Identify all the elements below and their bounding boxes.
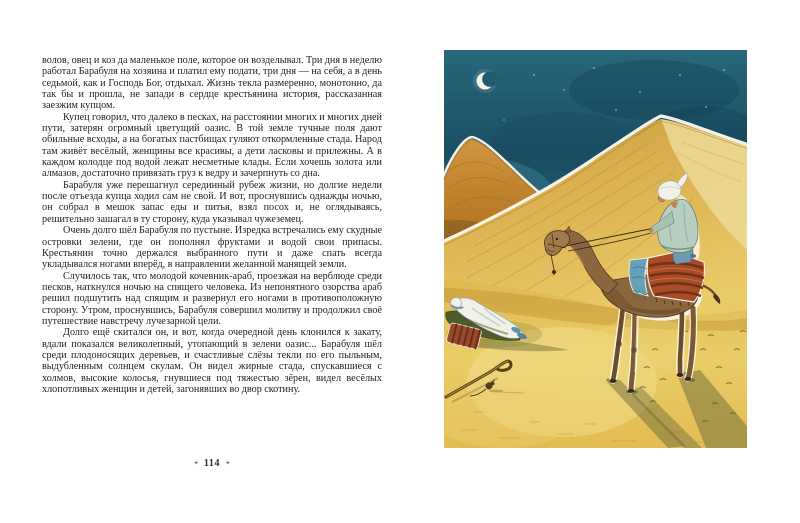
page-number: 114 bbox=[203, 458, 221, 469]
fleuron-icon: ✦ bbox=[225, 458, 231, 467]
left-page-text bbox=[42, 55, 382, 395]
fleuron-icon: ✦ bbox=[193, 458, 199, 467]
paragraph: Барабуля уже перешагнул серединный рубеж жизни, но долгие недели после отъезда купца ходил сам не свой. И вот, проснувшись однажды ночью, он собрал в мешок запас еды и питья, взял посох и, не оглядываясь, решительно зашагал в ту сторону, куда указывал чужеземец. bbox=[42, 179, 382, 225]
paragraph: волов, овец и коз да маленькое поле, которое он возделывал. Три дня в неделю работал Барабуля на хозяина и платил ему подати, три дня — на себя, а в день седьмой, как и Господь Бог, отдыхал. Жизнь текла размеренно, монотонно, да так бы и прошла, не запади в сердце крестьянина история, рассказанная заезжим купцом. bbox=[42, 55, 382, 112]
paragraph: Долго ещё скитался он, и вот, когда очередной день клонился к закату, вдали показался великолепный, утопающий в зелени оазис... Барабуля шёл среди плодоносящих деревьев, и счастливые слёзы текли по его пыльным, выдубленным солнцем скулам. Он видел жирные стада, спускавшиеся с холмов, высокие колосья, гнувшиеся под тяжестью зёрен, видел весёлых хлопотливых женщин и детей, загонявших во двор скотину. bbox=[42, 327, 382, 395]
paragraph: Купец говорил, что далеко в песках, на расстоянии многих и многих дней пути, затерян огромный цветущий оазис. В той земле тучные поля дают обильные всходы, а на богатых пастбищах гуляют откормленные стада. Народ там живёт весёлый, женщины все красивы, а дети ласковы и прилежны. А в каждом колодце под водой лежат несметные клады. Если хочешь золота или алмазов, достаточно привязать груз к ведру и зачерпнуть со дна. bbox=[42, 111, 382, 180]
paragraph: Очень долго шёл Барабуля по пустыне. Изредка встречались ему скудные островки зелени, где он пополнял фруктами и водой свои припасы. Крестьянин точно держался выбранного пути и даже спать всегда укладывался ногами вперёд, в направлении желанной манящей земли. bbox=[42, 225, 382, 271]
rider-hand bbox=[649, 228, 653, 232]
paragraph: Случилось так, что молодой кочевник-араб, проезжая на верблюде среди песков, наткнулся ночью на спящего человека. Из непонятного озорства араб решил подшутить над спящим и развернул его ногами в противоположную сторону. Утром, проснувшись, Барабуля совершил молитву и продолжил своё путешествие навстречу лучезарной цели. bbox=[42, 270, 382, 327]
illustration-desert-night bbox=[444, 50, 747, 448]
page-number-folio bbox=[42, 458, 382, 469]
